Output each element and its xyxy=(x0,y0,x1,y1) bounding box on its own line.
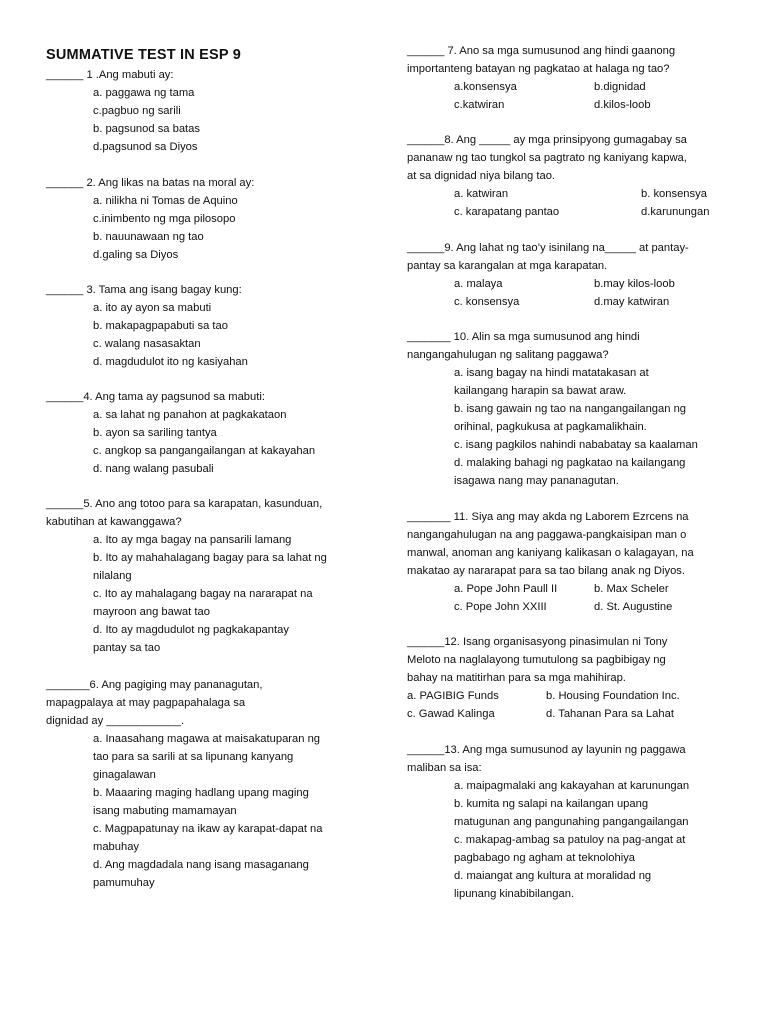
question-6 xyxy=(46,676,366,892)
question-5 xyxy=(46,495,366,657)
option-b: b. Maaaring maging hadlang upang maging xyxy=(93,787,309,799)
option-row xyxy=(407,78,727,96)
option-d: d. malaking bahagi ng pagkatao na kailangang xyxy=(454,457,686,469)
question-stem-line: _______6. Ang pagiging may pananagutan, xyxy=(46,679,263,691)
option-d: d. maiangat ang kultura at moralidad ng xyxy=(454,870,652,882)
question-stem-line: at sa dignidad niya bilang tao. xyxy=(407,170,556,182)
question-stem-line: makatao ay nararapat para sa tao bilang anak ng Diyos. xyxy=(407,565,685,577)
option-d-cont: pantay sa tao xyxy=(93,642,161,654)
option-c: c. isang pagkilos nahindi nababatay sa kaalaman xyxy=(454,439,698,451)
option-a: a. sa lahat ng panahon at pagkakataon xyxy=(93,409,287,421)
option-d: d. nang walang pasubali xyxy=(93,463,214,475)
option-b: b. kumita ng salapi na kailangan upang xyxy=(454,798,649,810)
option-b: b.dignidad xyxy=(594,81,646,93)
option-c: c. konsensya xyxy=(454,296,520,308)
option-b-cont: nilalang xyxy=(93,570,132,582)
option-row xyxy=(407,598,727,616)
question-stem-line: kabutihan at kawanggawa? xyxy=(46,516,182,528)
option-a: a. Pope John Paull II xyxy=(454,583,558,595)
option-a: a. maipagmalaki ang kakayahan at karunungan xyxy=(454,780,690,792)
option-a: a. malaya xyxy=(454,278,503,290)
question-3 xyxy=(46,281,366,371)
option-row xyxy=(407,580,727,598)
option-d-cont: isagawa nang may pananagutan. xyxy=(454,475,619,487)
option-a: a. PAGIBIG Funds xyxy=(407,690,499,702)
question-1 xyxy=(46,66,366,156)
option-d: d.kilos-loob xyxy=(594,99,651,111)
question-11 xyxy=(407,508,727,616)
option-b: b. ayon sa sariling tantya xyxy=(93,427,217,439)
question-stem-line: maliban sa isa: xyxy=(407,762,482,774)
option-c: c.pagbuo ng sarili xyxy=(93,105,181,117)
option-a-cont: kailangang harapin sa bawat araw. xyxy=(454,385,627,397)
question-4 xyxy=(46,388,366,478)
question-stem-line: ______8. Ang _____ ay mga prinsipyong gumagabay sa xyxy=(407,134,687,146)
question-stem: ______4. Ang tama ay pagsunod sa mabuti: xyxy=(46,391,265,403)
page-title: SUMMATIVE TEST IN ESP 9 xyxy=(46,47,242,63)
option-d: d.galing sa Diyos xyxy=(93,249,179,261)
question-stem-line: ______13. Ang mga sumusunod ay layunin ng paggawa xyxy=(407,744,686,756)
question-9 xyxy=(407,239,727,311)
option-d: d. magdudulot ito ng kasiyahan xyxy=(93,356,248,368)
option-c: c. Gawad Kalinga xyxy=(407,708,495,720)
question-stem-line: nangangahulugan na ang paggawa-pangkaisipan man o xyxy=(407,529,687,541)
question-stem-line: nangangahulugan ng salitang paggawa? xyxy=(407,349,609,361)
option-b: b. konsensya xyxy=(641,188,707,200)
option-a: a. nilikha ni Tomas de Aquino xyxy=(93,195,238,207)
question-stem-line: importanteng batayan ng pagkatao at halaga ng tao? xyxy=(407,63,670,75)
option-d: d.pagsunod sa Diyos xyxy=(93,141,198,153)
option-d: d.may katwiran xyxy=(594,296,670,308)
option-b-cont: isang mabuting mamamayan xyxy=(93,805,237,817)
option-c: c. makapag-ambag sa patuloy na pag-angat at xyxy=(454,834,686,846)
question-stem-line: _______ 10. Alin sa mga sumusunod ang hindi xyxy=(407,331,640,343)
option-a: a.konsensya xyxy=(454,81,517,93)
option-d: d. Tahanan Para sa Lahat xyxy=(546,708,674,720)
option-b: b. Max Scheler xyxy=(594,583,669,595)
option-a-cont: tao para sa sarili at sa lipunang kanyang xyxy=(93,751,294,763)
option-a: a. katwiran xyxy=(454,188,509,200)
option-b-cont: orihinal, pagkukusa at pagkamalikhain. xyxy=(454,421,647,433)
question-7 xyxy=(407,42,727,114)
option-d: d.karunungan xyxy=(641,206,710,218)
option-row xyxy=(407,687,727,705)
option-d: d. Ito ay magdudulot ng pagkakapantay xyxy=(93,624,289,636)
option-a: a. isang bagay na hindi matatakasan at xyxy=(454,367,649,379)
option-c: c. karapatang pantao xyxy=(454,206,560,218)
option-row xyxy=(407,96,727,114)
option-d-cont: pamumuhay xyxy=(93,877,155,889)
question-stem-line: Meloto na naglalayong tumutulong sa pagbibigay ng xyxy=(407,654,666,666)
question-12 xyxy=(407,633,727,723)
option-d: d. St. Augustine xyxy=(594,601,673,613)
option-row xyxy=(407,275,727,293)
question-stem-line: dignidad ay ____________. xyxy=(46,715,185,727)
option-b: b. pagsunod sa batas xyxy=(93,123,200,135)
option-a: a. ito ay ayon sa mabuti xyxy=(93,302,212,314)
option-row xyxy=(407,293,727,311)
option-d: d. Ang magdadala nang isang masaganang xyxy=(93,859,309,871)
question-2 xyxy=(46,174,366,264)
question-stem-line: bahay na matitirhan para sa mga mahihirap. xyxy=(407,672,626,684)
question-stem-line: ______9. Ang lahat ng tao’y isinilang na_____ at pantay- xyxy=(407,242,689,254)
question-stem-line: ______ 7. Ano sa mga sumusunod ang hindi gaanong xyxy=(407,45,676,57)
option-b: b. isang gawain ng tao na nangangailangan ng xyxy=(454,403,687,415)
option-d-cont: lipunang kinabibilangan. xyxy=(454,888,575,900)
option-a: a. Ito ay mga bagay na pansarili lamang xyxy=(93,534,292,546)
question-stem-line: mapagpalaya at may pagpapahalaga sa xyxy=(46,697,246,709)
option-a-cont: ginagalawan xyxy=(93,769,156,781)
question-stem: ______ 1 .Ang mabuti ay: xyxy=(46,69,174,81)
option-row xyxy=(407,185,727,203)
option-c-cont: mayroon ang bawat tao xyxy=(93,606,210,618)
option-b: b. Ito ay mahahalagang bagay para sa lahat ng xyxy=(93,552,327,564)
option-b: b. Housing Foundation Inc. xyxy=(546,690,680,702)
option-row xyxy=(407,705,727,723)
option-a: a. paggawa ng tama xyxy=(93,87,195,99)
option-row xyxy=(407,203,727,221)
option-c-cont: pagbabago ng agham at teknolohiya xyxy=(454,852,636,864)
question-stem-line: pananaw ng tao tungkol sa pagtrato ng kaniyang kapwa, xyxy=(407,152,687,164)
question-10 xyxy=(407,328,727,490)
question-stem-line: ______12. Isang organisasyong pinasimulan ni Tony xyxy=(407,636,668,648)
question-8 xyxy=(407,131,727,221)
question-stem: ______ 2. Ang likas na batas na moral ay: xyxy=(46,177,255,189)
option-b: b.may kilos-loob xyxy=(594,278,675,290)
option-b-cont: matugunan ang pangunahing pangangailangan xyxy=(454,816,689,828)
question-stem-line: _______ 11. Siya ang may akda ng Laborem Ezrcens na xyxy=(407,511,689,523)
option-c: c. Pope John XXIII xyxy=(454,601,547,613)
option-c: c. angkop sa pangangailangan at kakayahan xyxy=(93,445,316,457)
option-b: b. nauunawaan ng tao xyxy=(93,231,204,243)
question-13 xyxy=(407,741,727,903)
question-stem-line: ______5. Ano ang totoo para sa karapatan, kasunduan, xyxy=(46,498,323,510)
option-b: b. makapagpapabuti sa tao xyxy=(93,320,228,332)
question-stem-line: manwal, anoman ang kaniyang kalikasan o kalagayan, na xyxy=(407,547,694,559)
option-c: c. Ito ay mahalagang bagay na nararapat na xyxy=(93,588,313,600)
option-a: a. Inaasahang magawa at maisakatuparan ng xyxy=(93,733,321,745)
option-c-cont: mabuhay xyxy=(93,841,140,853)
option-c: c.katwiran xyxy=(454,99,505,111)
option-c: c. walang nasasaktan xyxy=(93,338,201,350)
question-stem: ______ 3. Tama ang isang bagay kung: xyxy=(46,284,242,296)
option-c: c.inimbento ng mga pilosopo xyxy=(93,213,236,225)
option-c: c. Magpapatunay na ikaw ay karapat-dapat na xyxy=(93,823,323,835)
question-stem-line: pantay sa karangalan at mga karapatan. xyxy=(407,260,608,272)
